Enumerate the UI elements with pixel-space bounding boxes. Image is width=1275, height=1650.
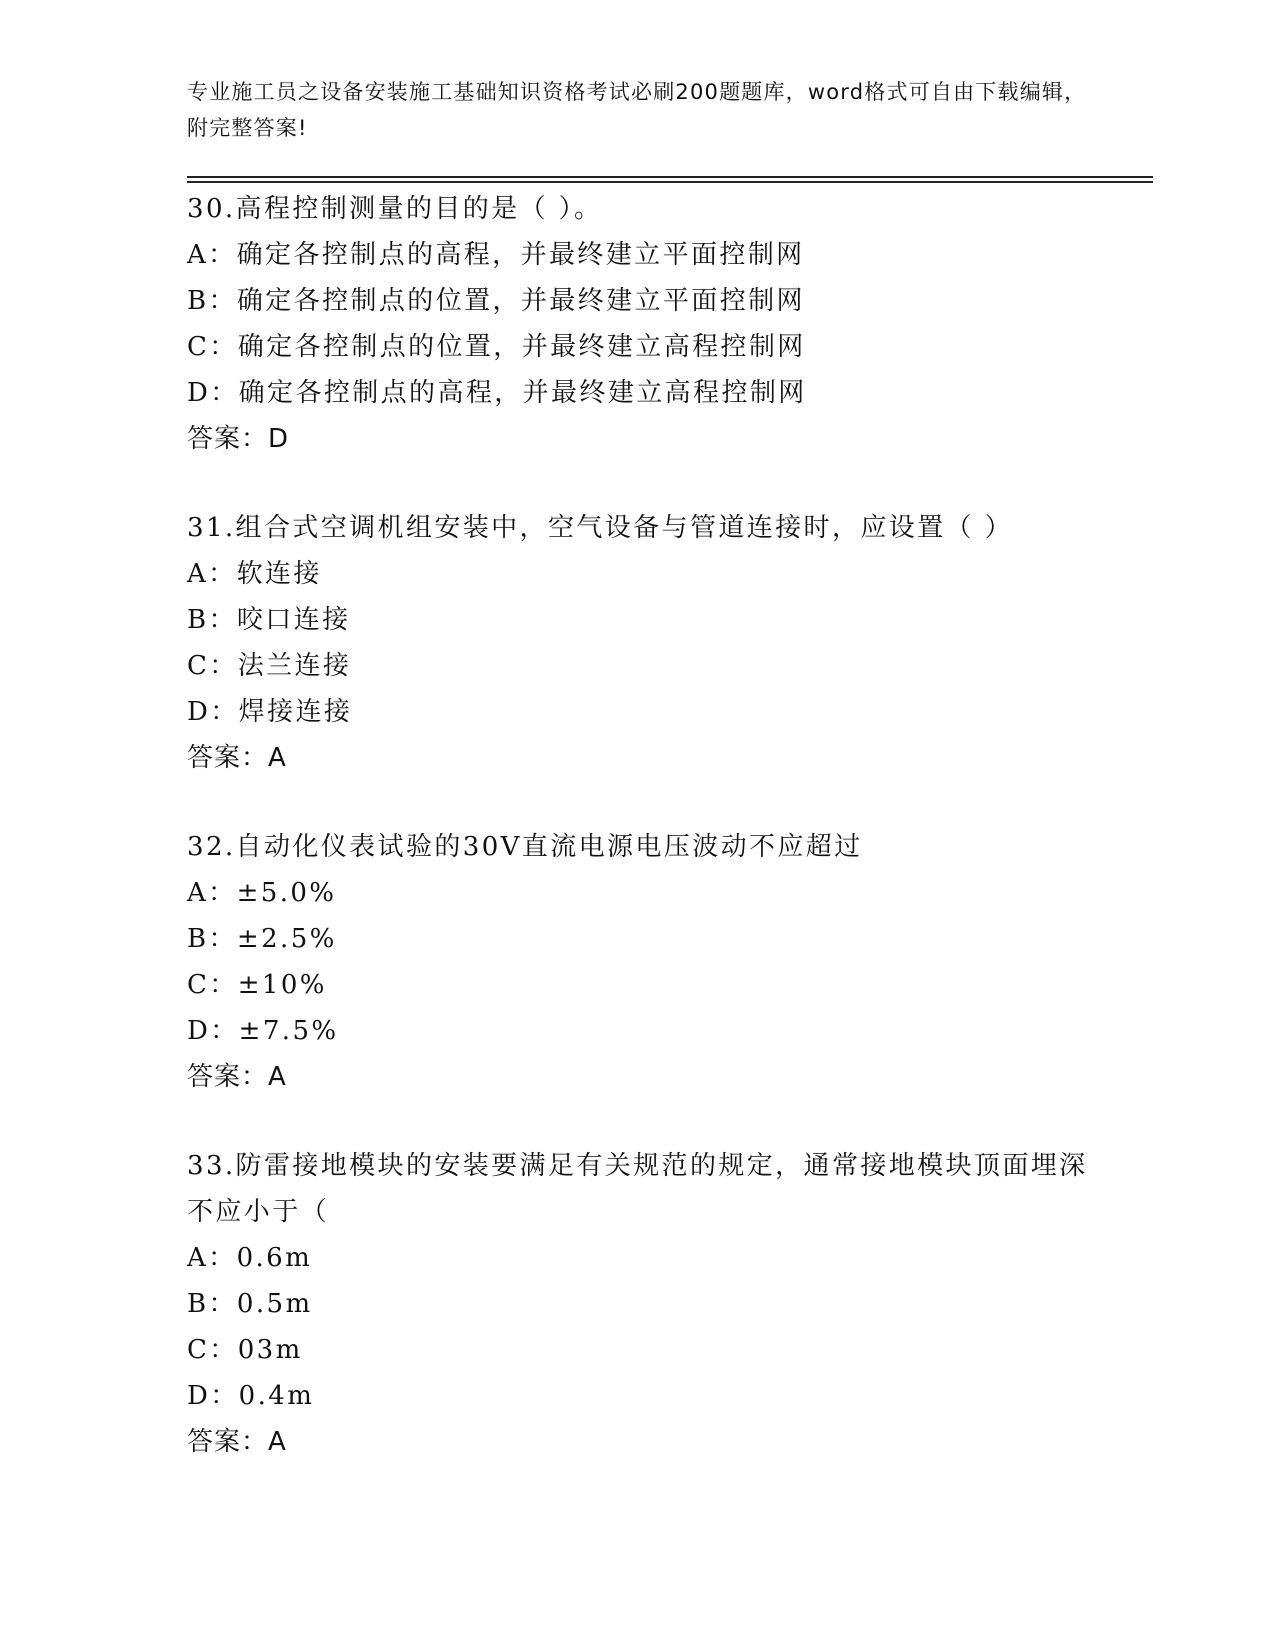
question-stem: 31.组合式空调机组安装中，空气设备与管道连接时，应设置（ ） [187,513,1014,543]
option-b: B：确定各控制点的位置，并最终建立平面控制网 [187,286,805,316]
option-d: D：确定各控制点的高程，并最终建立高程控制网 [187,378,807,408]
option-d: D：0.4m [187,1381,315,1411]
option-a: A：0.6m [187,1243,313,1273]
question-31 [187,505,1107,781]
answer-line: 答案：A [187,1427,287,1457]
header-divider-bottom [187,181,1153,183]
answer-line: 答案：A [187,1062,287,1092]
document-title: 专业施工员之设备安装施工基础知识资格考试必刷200题题库，word格式可自由下载编辑，附完整答案! [187,80,1087,140]
option-c: C：法兰连接 [187,651,352,681]
answer-line: 答案：A [187,743,287,773]
answer-line: 答案：D [187,424,290,454]
question-stem: 30.高程控制测量的目的是（ ）。 [187,194,603,224]
option-c: C：03m [187,1335,303,1365]
question-32 [187,824,1107,1100]
option-b: B：0.5m [187,1289,313,1319]
option-c: C：确定各控制点的位置，并最终建立高程控制网 [187,332,806,362]
option-b: B：±2.5% [187,924,337,954]
option-a: A：软连接 [187,559,322,589]
question-list [187,186,1107,1465]
document-header [187,74,1087,146]
question-33 [187,1143,1107,1465]
option-b: B：咬口连接 [187,605,351,635]
header-divider-top [187,176,1153,178]
option-d: D：焊接连接 [187,697,353,727]
question-30 [187,186,1107,462]
option-c: C：±10% [187,970,327,1000]
option-a: A：确定各控制点的高程，并最终建立平面控制网 [187,240,805,270]
question-stem: 32.自动化仪表试验的30V直流电源电压波动不应超过 [187,832,863,862]
option-a: A：±5.0% [187,878,337,908]
option-d: D：±7.5% [187,1016,339,1046]
question-stem: 33.防雷接地模块的安装要满足有关规范的规定，通常接地模块顶面埋深不应小于（ [187,1151,1088,1227]
